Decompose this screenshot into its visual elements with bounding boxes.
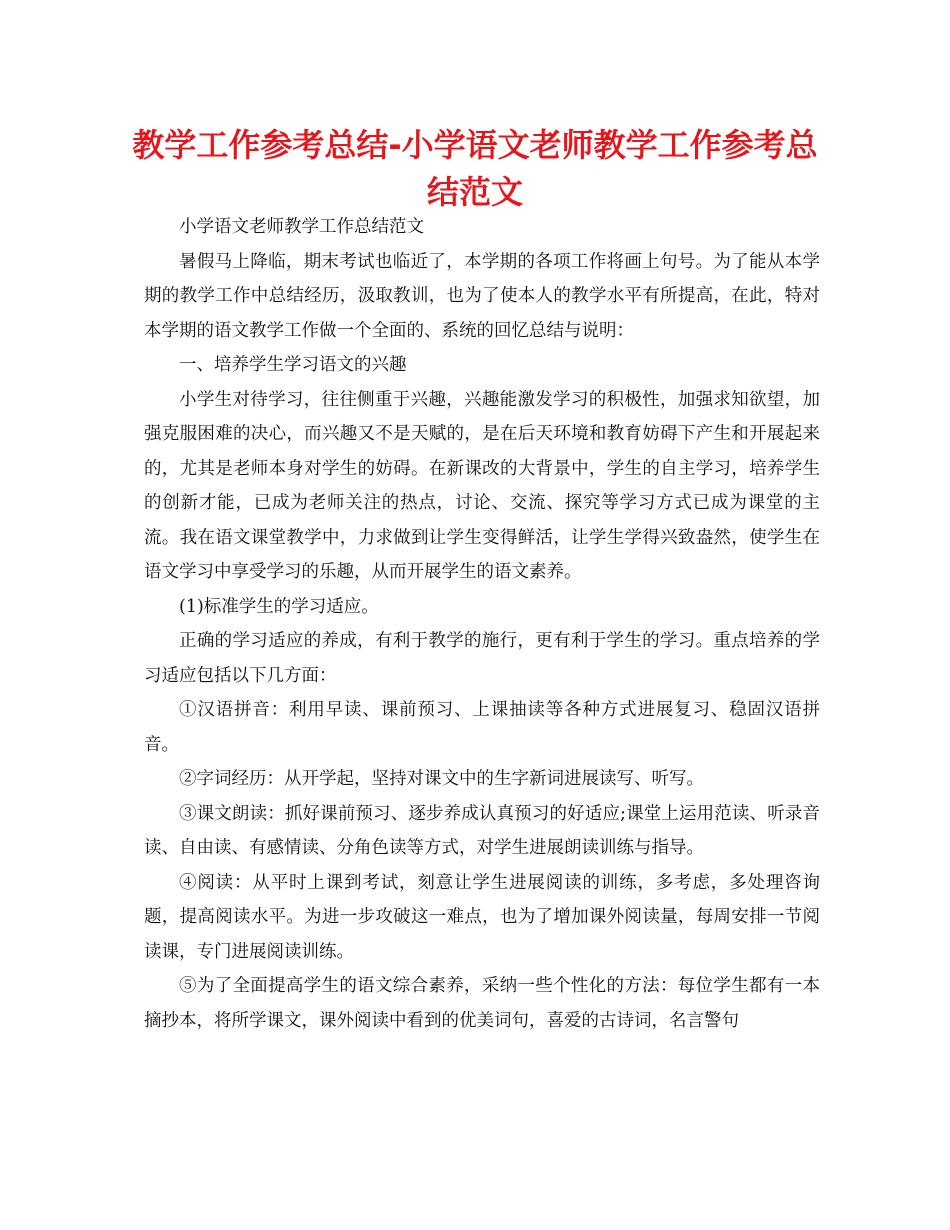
document-body	[144, 210, 820, 1038]
list-item: ⑤为了全面提高学生的语文综合素养，采纳一些个性化的方法：每位学生都有一本摘抄本，将所学课文，课外阅读中看到的优美词句，喜爱的古诗词，名言警句	[144, 976, 820, 1031]
intro-paragraph: 暑假马上降临，期末考试也临近了，本学期的各项工作将画上句号。为了能从本学期的教学工作中总结经历，汲取教训，也为了使本人的教学水平有所提高，在此，特对本学期的语文教学工作做一个全面的、系统的回忆总结与说明：	[144, 251, 820, 341]
list-item: ③课文朗读：抓好课前预习、逐步养成认真预习的好适应;课堂上运用范读、听录音读、自由读、有感情读、分角色读等方式，对学生进展朗读训练与指导。	[144, 803, 820, 858]
subtitle-paragraph: 小学语文老师教学工作总结范文	[179, 217, 424, 237]
body-paragraph: 正确的学习适应的养成，有利于教学的施行，更有利于学生的学习。重点培养的学习适应包括以下几方面：	[144, 631, 820, 686]
document-title: 教学工作参考总结-小学语文老师教学工作参考总结范文	[132, 126, 818, 211]
body-paragraph: 小学生对待学习，往往侧重于兴趣，兴趣能激发学习的积极性，加强求知欲望，加强克服困难的决心，而兴趣又不是天赋的，是在后天环境和教育妨碍下产生和开展起来的，尤其是老师本身对学生的妨碍。在新课改的大背景中，学生的自主学习，培养学生的创新才能，已成为老师关注的热点，讨论、交流、探究等学习方式已成为课堂的主流。我在语文课堂教学中，力求做到让学生变得鲜活，让学生学得兴致盎然，使学生在语文学习中享受学习的乐趣，从而开展学生的语文素养。	[144, 389, 820, 582]
section-heading: 一、培养学生学习语文的兴趣	[179, 355, 407, 375]
list-item: ④阅读：从平时上课到考试，刻意让学生进展阅读的训练，多考虑，多处理咨询题，提高阅读水平。为进一步攻破这一难点，也为了增加课外阅读量，每周安排一节阅读课，专门进展阅读训练。	[144, 872, 820, 962]
list-item: ②字词经历：从开学起，坚持对课文中的生字新词进展读写、听写。	[179, 769, 704, 789]
subsection-heading: (1)标准学生的学习适应。	[179, 596, 379, 617]
list-item: ①汉语拼音：利用早读、课前预习、上课抽读等各种方式进展复习、稳固汉语拼音。	[144, 700, 820, 755]
